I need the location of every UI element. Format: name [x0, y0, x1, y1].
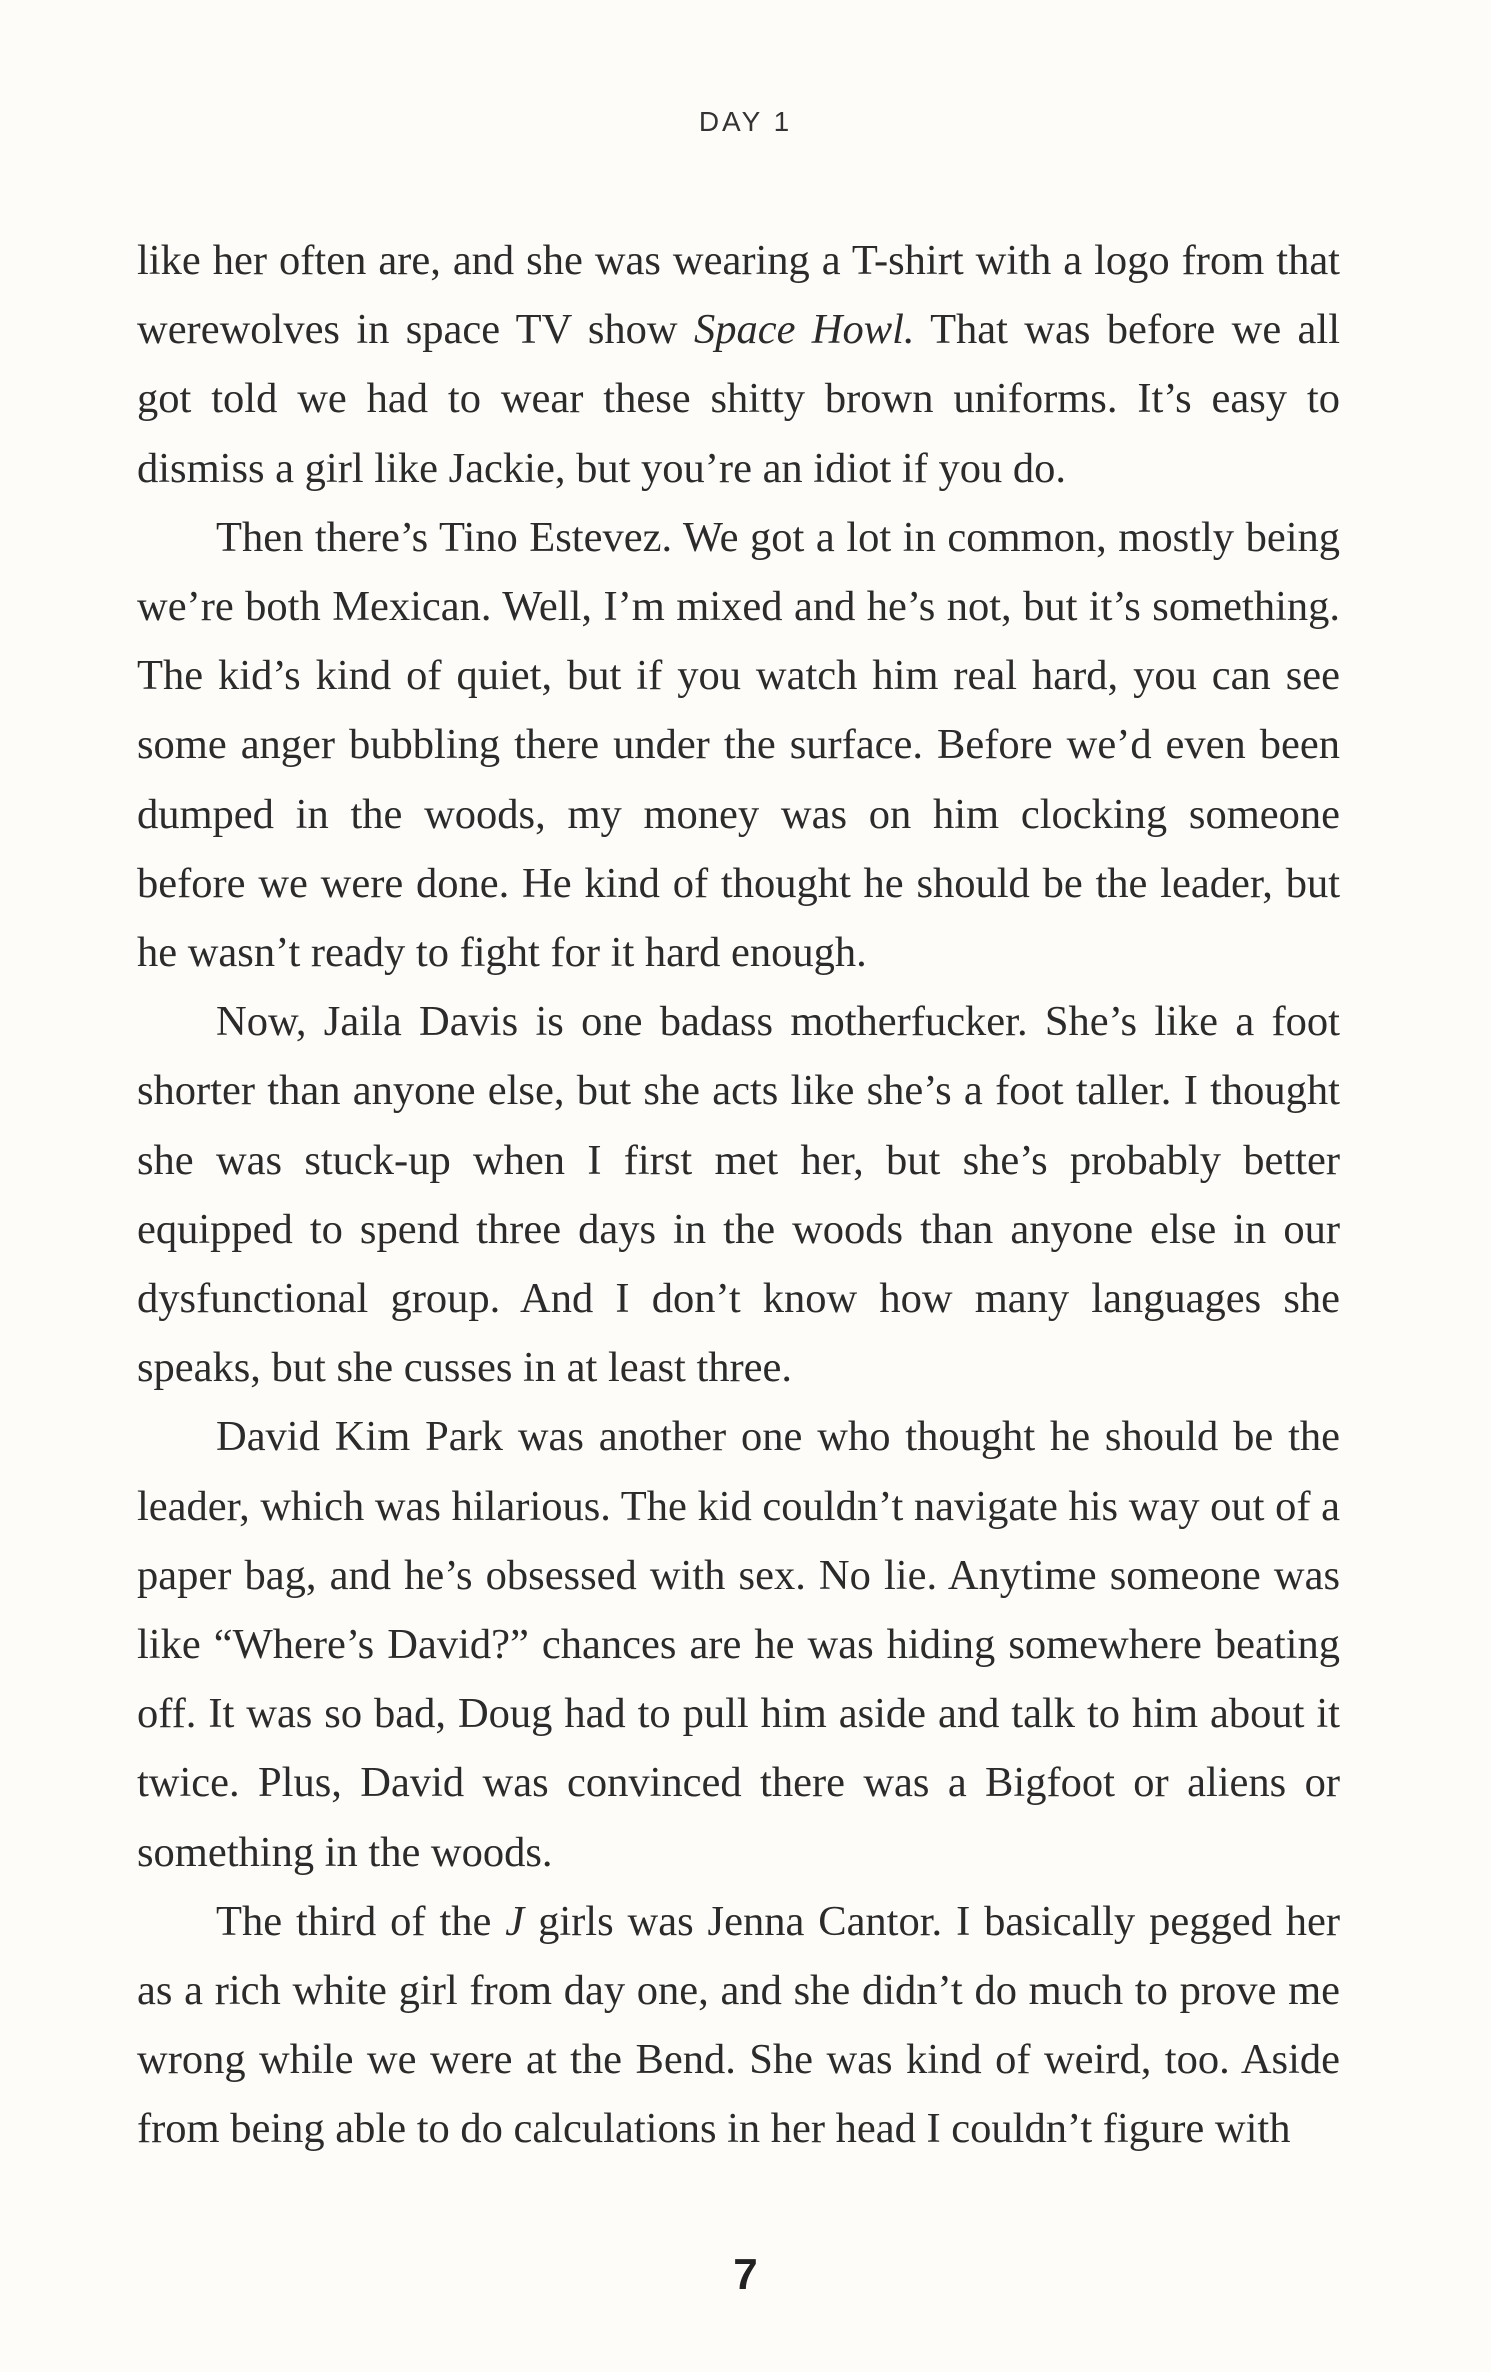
text-segment: like her often are, and she was wearing a T-shirt with a logo from that werewolves in space TV show [137, 237, 1340, 354]
text-segment: The third of the [216, 1897, 506, 1945]
paragraph-3 [137, 987, 1340, 1402]
body-text [137, 226, 1340, 2164]
text-segment: girls was Jenna Cantor. I basically pegged her as a rich white girl from day one, and she didn’t do much to prove me wrong while we were at the Bend. She was kind of weird, too. Aside from being able to do calculations in her head I couldn’t figure with [137, 1897, 1340, 2153]
paragraph-2 [137, 503, 1340, 987]
paragraph-4 [137, 1402, 1340, 1886]
page-number: 7 [733, 2250, 758, 2299]
italic-letter: J [505, 1897, 525, 1945]
italic-title: Space Howl. [693, 306, 915, 354]
text-segment: Now, Jaila Davis is one badass motherfucker. She’s like a foot shorter than anyone else, but she acts like she’s a foot taller. I thought she was stuck-up when I first met her, but she’s probably better equipped to spend three days in the woods than anyone else in our dysfunctional group. And I don’t know how many languages she speaks, but she cusses in at least three. [137, 998, 1340, 1392]
text-segment: That was before we all got told we had to wear these shitty brown uniforms. It’s easy to dismiss a girl like Jackie, but you’re an idiot if you do. [137, 306, 1340, 492]
paragraph-1 [137, 226, 1340, 503]
paragraph-5 [137, 1887, 1340, 2164]
text-segment: Then there’s Tino Estevez. We got a lot in common, mostly being we’re both Mexican. Well, I’m mixed and he’s not, but it’s something. The kid’s kind of quiet, but if you watch him real hard, you can see some anger bubbling there under the surface. Before we’d even been dumped in the woods, my money was on him clocking someone before we were done. He kind of thought he should be the leader, but he wasn’t ready to fight for it hard enough. [137, 513, 1340, 977]
text-segment: David Kim Park was another one who thought he should be the leader, which was hilarious. The kid couldn’t navigate his way out of a paper bag, and he’s obsessed with sex. No lie. Anytime someone was like “Where’s David?” chances are he was hiding somewhere beating off. It was so bad, Doug had to pull him aside and talk to him about it twice. Plus, David was convinced there was a Bigfoot or aliens or something in the woods. [137, 1413, 1340, 1876]
running-head: DAY 1 [698, 106, 793, 137]
